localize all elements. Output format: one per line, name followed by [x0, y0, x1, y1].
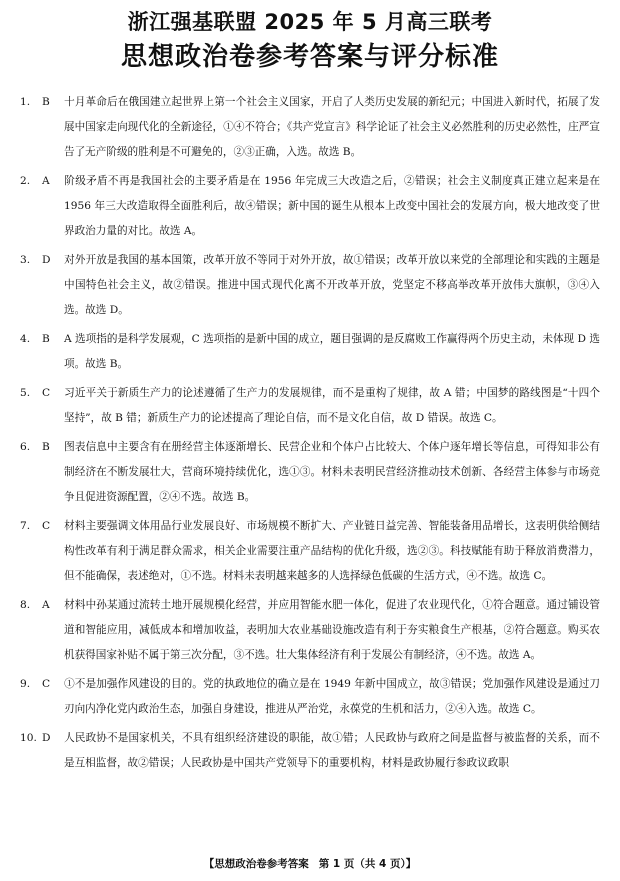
answer-explanation: A 选项指的是科学发展观，C 选项指的是新中国的成立，题目强调的是反腐败工作赢得两个历史主动，未体现 D 选项。故选 B。: [64, 333, 600, 370]
answer-choice: C: [42, 520, 51, 532]
answer-choice: A: [42, 175, 50, 187]
document-title: 思想政治卷参考答案与评分标准: [120, 42, 499, 72]
answer-item: [20, 381, 600, 431]
question-number: 7.: [20, 520, 31, 532]
answer-choice: A: [42, 599, 50, 611]
answer-item: [20, 514, 600, 589]
answer-choice: B: [42, 96, 50, 108]
answer-choice: C: [42, 678, 51, 690]
answer-explanation: 对外开放是我国的基本国策，改革开放不等同于对外开放，故①错误；改革开放以来党的全部理论和实践的主题是中国特色社会主义，故②错误。推进中国式现代化离不开改革开放，党坚定不移高举改革开放伟大旗帜，③④入选。故选 D。: [64, 254, 600, 316]
answer-item: [20, 248, 600, 323]
answer-item: [20, 726, 600, 776]
question-number: 8.: [20, 599, 31, 611]
answer-choice: B: [42, 441, 50, 453]
question-number: 10.: [20, 732, 37, 744]
question-number: 4.: [20, 333, 31, 345]
question-number: 1.: [20, 96, 31, 108]
question-number: 5.: [20, 387, 31, 399]
answer-choice: D: [42, 254, 51, 266]
answer-item: [20, 90, 600, 165]
answer-choice: B: [42, 333, 50, 345]
question-number: 6.: [20, 441, 31, 453]
answer-explanation: 习近平关于新质生产力的论述遵循了生产力的发展规律，而不是重构了规律，故 A 错；中国梦的路线图是“十四个坚持”，故 B 错；新质生产力的论述提高了理论自信，而不是文化自信，故 D 错误。故选 C。: [64, 387, 600, 424]
answer-item: [20, 593, 600, 668]
answer-item: [20, 327, 600, 377]
question-number: 9.: [20, 678, 31, 690]
answer-item: [20, 672, 600, 722]
question-number: 3.: [20, 254, 31, 266]
exam-title: 浙江强基联盟 2025 年 5 月高三联考: [127, 10, 493, 34]
answer-explanation: 人民政协不是国家机关，不具有组织经济建设的职能，故①错；人民政协与政府之间是监督与被监督的关系，而不是互相监督，故②错误；人民政协是中国共产党领导下的重要机构，材料是政协履行参政议政职: [64, 732, 600, 769]
footer-label: 【思想政治卷参考答案: [203, 858, 309, 870]
answer-explanation: 材料主要强调文体用品行业发展良好、市场规模不断扩大、产业链日益完善、智能装备用品增长，这表明供给侧结构性改革有利于满足群众需求，相关企业需要注重产品结构的优化升级，选②③。科技赋能有助于释放消费潜力，但不能确保，表述绝对，①不选。材料未表明越来越多的人选择绿色低碳的生活方式，④不选。故选 C。: [64, 520, 600, 582]
answer-item: [20, 435, 600, 510]
answer-item: [20, 169, 600, 244]
answer-explanation: 材料中孙某通过流转土地开展规模化经营，并应用智能水肥一体化，促进了农业现代化，①符合题意。通过铺设管道和智能应用，减低成本和增加收益，表明加大农业基础设施改造有利于夯实粮食生产根基，②符合题意。购买农机获得国家补贴不属于第三次分配，③不选。壮大集体经济有利于发展公有制经济，④不选。故选 A。: [64, 599, 600, 661]
footer-page-number: 第 1 页（共 4 页）】: [318, 858, 417, 870]
question-number: 2.: [20, 175, 31, 187]
answer-explanation: ①不是加强作风建设的目的。党的执政地位的确立是在 1949 年新中国成立，故③错误；党加强作风建设是通过刀刃向内净化党内政治生态，加强自身建设，推进从严治党，永葆党的生机和活力，②④入选。故选 C。: [64, 678, 600, 715]
answer-choice: C: [42, 387, 51, 399]
page-footer: [0, 856, 620, 871]
answer-choice: D: [42, 732, 51, 744]
answer-list: [20, 90, 600, 780]
answer-explanation: 图表信息中主要含有在册经营主体逐渐增长、民营企业和个体户占比较大、个体户逐年增长等信息，可得知非公有制经济在不断发展壮大，营商环境持续优化，选①③。材料未表明民营经济推动技术创新、各经营主体参与市场竞争且促进资源配置，②④不选。故选 B。: [64, 441, 600, 503]
answer-explanation: 十月革命后在俄国建立起世界上第一个社会主义国家，开启了人类历史发展的新纪元；中国进入新时代，拓展了发展中国家走向现代化的全新途径，①④不符合；《共产党宣言》科学论证了社会主义必然胜利的历史必然性，庄严宣告了无产阶级的胜利是不可避免的，②③正确，入选。故选 B。: [64, 96, 600, 158]
answer-explanation: 阶级矛盾不再是我国社会的主要矛盾是在 1956 年完成三大改造之后，②错误；社会主义制度真正建立起来是在 1956 年三大改造取得全面胜利后，故④错误；新中国的诞生从根本上改变中国社会的发展方向，极大地改变了世界政治力量的对比。故选 A。: [64, 175, 600, 237]
